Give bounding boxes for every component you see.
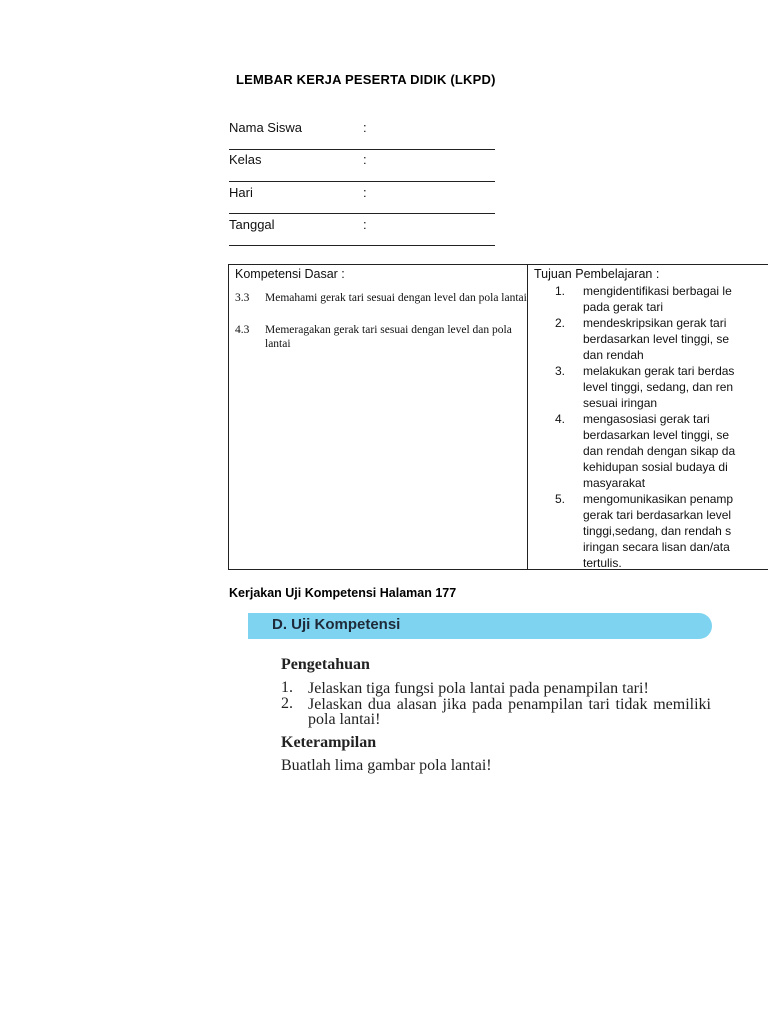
field-colon: : <box>363 185 367 200</box>
field-colon: : <box>363 152 367 167</box>
tp-line: masyarakat <box>583 476 646 490</box>
question-number: 2. <box>281 695 293 712</box>
tp-line: level tinggi, sedang, dan ren <box>583 380 734 394</box>
tp-text <box>583 363 768 411</box>
field-label-kelas: Kelas <box>229 152 262 167</box>
section-banner <box>248 613 712 639</box>
tp-line: iringan secara lisan dan/ata <box>583 540 730 554</box>
tp-line: tertulis. <box>583 556 622 570</box>
tp-line: berdasarkan level tinggi, se <box>583 332 730 346</box>
kd-text: Memahami gerak tari sesuai dengan level dan pola lantai <box>265 292 527 304</box>
tp-line: dan rendah dengan sikap da <box>583 444 736 458</box>
tp-header: Tujuan Pembelajaran : <box>534 267 660 281</box>
tp-number: 3. <box>555 364 566 378</box>
banner-title: D. Uji Kompetensi <box>272 616 401 633</box>
field-label-tanggal: Tanggal <box>229 217 275 232</box>
tp-line: gerak tari berdasarkan level <box>583 508 732 522</box>
kd-header: Kompetensi Dasar : <box>235 267 345 281</box>
tp-number: 5. <box>555 492 566 506</box>
table-divider <box>527 265 528 569</box>
competency-table <box>228 264 768 570</box>
tp-text <box>583 283 768 315</box>
field-label-hari: Hari <box>229 185 253 200</box>
tp-line: sesuai iringan <box>583 396 658 410</box>
tp-line: mendeskripsikan gerak tari <box>583 316 727 330</box>
tp-line: dan rendah <box>583 348 644 362</box>
tp-line: tinggi,sedang, dan rendah s <box>583 524 732 538</box>
tp-line: pada gerak tari <box>583 300 664 314</box>
worksheet-title: LEMBAR KERJA PESERTA DIDIK (LKPD) <box>236 72 496 87</box>
tp-line: mengomunikasikan penamp <box>583 492 734 506</box>
tp-line: mengidentifikasi berbagai le <box>583 284 732 298</box>
kd-number: 4.3 <box>235 324 250 336</box>
question-number: 1. <box>281 679 293 696</box>
tp-text <box>583 411 768 491</box>
tp-line: berdasarkan level tinggi, se <box>583 428 730 442</box>
task-text: Buatlah lima gambar pola lantai! <box>281 757 492 774</box>
question-text: Jelaskan tiga fungsi pola lantai pada penampilan tari! <box>308 680 649 697</box>
tp-number: 1. <box>555 284 566 298</box>
tp-number: 2. <box>555 316 566 330</box>
kd-text: Memeragakan gerak tari sesuai dengan level dan pola lantai <box>265 324 512 350</box>
field-label-nama-siswa: Nama Siswa <box>229 120 302 135</box>
tp-text <box>583 491 768 571</box>
tp-line: melakukan gerak tari berdas <box>583 364 735 378</box>
field-blank-nama-siswa[interactable] <box>229 149 495 150</box>
field-blank-hari[interactable] <box>229 213 495 214</box>
tp-line: kehidupan sosial budaya di <box>583 460 728 474</box>
kd-number: 3.3 <box>235 292 250 304</box>
field-blank-kelas[interactable] <box>229 181 495 182</box>
question-text: Jelaskan dua alasan jika pada penampilan tari tidak memiliki pola lantai! <box>308 696 711 728</box>
tp-line: mengasosiasi gerak tari <box>583 412 710 426</box>
instruction-text: Kerjakan Uji Kompetensi Halaman 177 <box>229 586 457 600</box>
pengetahuan-heading: Pengetahuan <box>281 656 370 673</box>
tp-number: 4. <box>555 412 566 426</box>
tp-text <box>583 315 768 363</box>
keterampilan-heading: Keterampilan <box>281 734 377 751</box>
field-colon: : <box>363 217 367 232</box>
field-colon: : <box>363 120 367 135</box>
field-blank-tanggal[interactable] <box>229 245 495 246</box>
